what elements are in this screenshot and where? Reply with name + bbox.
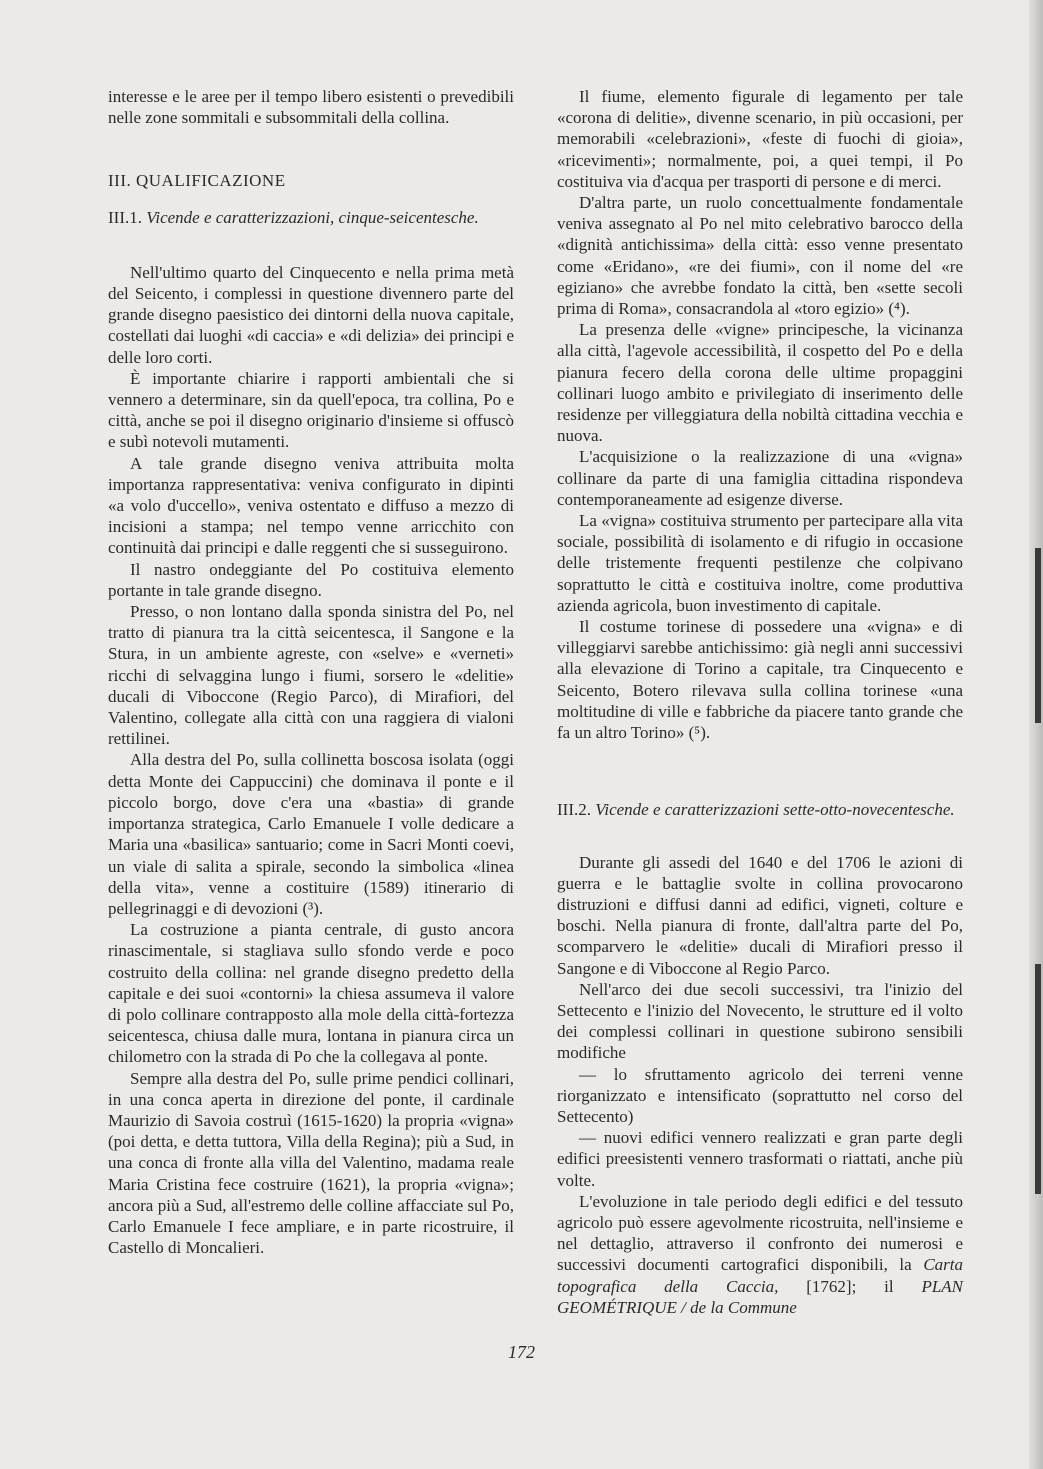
paragraph: Presso, o non lontano dalla sponda sinistra del Po, nel tratto di pianura tra la città seicentesca, il Sangone e la Stura, in un ambiente agreste, con «selve» e «verneti» ricchi di selvaggina lungo i fiumi, sorsero le «delitie» ducali di Viboccone (Regio Parco), di Mirafiori, del Valentino, collegate alla città con una raggiera di vialoni rettilinei.	[108, 602, 514, 749]
paragraph: Il costume torinese di possedere una «vigna» e di villeggiarvi sarebbe antichissimo: già negli anni successivi alla elevazione di Torino a capitale, tra Cinquecento e Seicento, Botero rilevava sulla collina torinese «una moltitudine di ville e fabbriche da piacere tanto grande che fa un altro Torino» (⁵).	[557, 617, 963, 743]
paragraph: Il fiume, elemento figurale di legamento per tale «corona di delitie», divenne scenario, in più occasioni, per memorabili «celebrazioni», «feste di fuochi di gioia», «ricevimenti»; normalmente, poi, a quei tempi, il Po costituiva via d'acqua per trasporti di persone e di merci.	[557, 87, 963, 191]
text-run: L'evoluzione in tale periodo degli edifici e del tessuto agricolo può essere agevolmente ricostruita, nell'insieme e nel dettaglio, attraverso il confronto dei numerosi e successivi documenti cartografici disponibili, la	[557, 1191, 963, 1275]
paragraph: La «vigna» costituiva strumento per partecipare alla vita sociale, possibilità di isolamento e di rifugio in occasione delle tristemente frequenti pestilenze che colpivano soprattutto le città e costituiva inoltre, come produttiva azienda agricola, buon investimento di capitale.	[557, 511, 963, 615]
paragraph: A tale grande disegno veniva attribuita molta importanza rappresentativa: veniva configurato in dipinti «a volo d'uccello», veniva ostentato e diffuso a mezzo di incisioni a stampa; nel tempo venne arricchito con continuità dai principi e dalle reggenti che si susseguirono.	[108, 453, 514, 558]
paragraph: Nell'ultimo quarto del Cinquecento e nella prima metà del Seicento, i complessi in questione divennero parte del grande disegno paesistico dei dintorni della nuova capitale, costellati dai luoghi «di caccia» e «di delizia» dei principi e delle loro corti.	[108, 262, 514, 367]
page-number: 172	[508, 1342, 535, 1362]
paragraph: Alla destra del Po, sulla collinetta boscosa isolata (oggi detta Monte dei Cappuccini) che dominava il ponte e il piccolo borgo, dove c'era una «bastia» di grande importanza strategica, Carlo Emanuele I volle dedicare a Maria una «basilica» santuario; come in Sacri Monti coevi, un viale di salita a spirale, secondo la simbolica «linea della vita», venne a costituire (1589) itinerario di pellegrinaggi e di devozioni (³).	[108, 750, 514, 918]
right-column	[557, 86, 963, 1318]
paragraph: La costruzione a pianta centrale, di gusto ancora rinascimentale, si stagliava sullo sfondo verde e poco costruito della collina: nel grande disegno predetto della capitale e dei suoi «contorni» la chiesa assumeva il valore di polo collinare contrapposto alla mole della città-fortezza seicentesca, chiusa dalle mura, lontana in pianura circa un chilometro con la strada di Po che la collegava al ponte.	[108, 920, 514, 1067]
page-edge-mark	[1035, 548, 1041, 723]
paragraph: È importante chiarire i rapporti ambientali che si vennero a determinare, sin da quell'epoca, tra collina, Po e città, anche se poi il disegno originario d'insieme si offuscò e subì notevoli mutamenti.	[108, 368, 514, 452]
page-edge-shadow	[1029, 0, 1043, 1469]
map-title-italic: PLAN GEOMÉTRIQUE / de la Commune	[557, 1276, 963, 1317]
paragraph: interesse e le aree per il tempo libero esistenti o prevedibili nelle zone sommitali e subsommitali della collina.	[108, 87, 514, 128]
page-edge-mark	[1035, 964, 1041, 1194]
left-column	[108, 86, 514, 1258]
paragraph: Il nastro ondeggiante del Po costituiva elemento portante in tale grande disegno.	[108, 559, 514, 600]
subsection-number: III.2.	[557, 800, 591, 820]
subsection-text: Vicende e caratterizzazioni, cinque-seicentesche.	[146, 207, 479, 227]
list-item: — nuovi edifici vennero realizzati e gran parte degli edifici preesistenti vennero trasformati o riattati, anche più volte.	[557, 1128, 963, 1190]
subsection-number: III.1.	[108, 207, 142, 227]
subsection-text: Vicende e caratterizzazioni sette-otto-novecentesche.	[595, 800, 955, 820]
subsection-title	[557, 799, 963, 820]
section-title: III. QUALIFICAZIONE	[108, 171, 286, 191]
map-title-italic: Carta topografica della Caccia,	[557, 1255, 963, 1296]
paragraph	[557, 1191, 963, 1318]
paragraph: La presenza delle «vigne» principesche, la vicinanza alla città, l'agevole accessibilità, il cospetto del Po e della pianura fecero della corona delle ultime propaggini collinari luogo ambito e privilegiato di inserimento delle residenze per villeggiatura della nobiltà cittadina vecchia e nuova.	[557, 320, 963, 446]
subsection-title	[108, 207, 514, 228]
paragraph: L'acquisizione o la realizzazione di una «vigna» collinare da parte di una famiglia cittadina rispondeva contemporaneamente ad esigenze diverse.	[557, 447, 963, 509]
paragraph: Sempre alla destra del Po, sulle prime pendici collinari, in una conca aperta in direzione del ponte, il cardinale Maurizio di Savoia costruì (1615-1620) la propria «vigna» (poi detta, e detta tuttora, Villa della Regina); più a Sud, in una conca di fronte alla villa del Valentino, madama reale Maria Cristina fece costruire (1621), la propria «vigna»; ancora più a Sud, all'estremo delle colline affacciate sul Po, Carlo Emanuele I fece ampliare, e in parte ricostruire, il Castello di Moncalieri.	[108, 1068, 514, 1258]
paragraph: Durante gli assedi del 1640 e del 1706 le azioni di guerra e le battaglie svolte in collina provocarono distruzioni e diffusi danni ad edifici, vigneti, colture e boschi. Nella pianura di fronte, dall'altra parte del Po, scomparvero le «delitie» ducali di Mirafiori presso il Sangone e di Viboccone al Regio Parco.	[557, 852, 963, 978]
list-item: — lo sfruttamento agricolo dei terreni venne riorganizzato e intensificato (soprattutto nel corso del Settecento)	[557, 1064, 963, 1126]
text-run: [1762]; il	[778, 1276, 922, 1296]
paragraph: Nell'arco dei due secoli successivi, tra l'inizio del Settecento e l'inizio del Novecento, le strutture ed il volto dei complessi collinari in questione subirono sensibili modifiche	[557, 979, 963, 1063]
paragraph: D'altra parte, un ruolo concettualmente fondamentale veniva assegnato al Po nel mito celebrativo barocco della «dignità antichissima» della città: esso venne presentato come «Eridano», «re dei fiumi», con il nome del «re egiziano» che avrebbe fondato la città, ben «sette secoli prima di Roma», consacrandola al «toro egizio» (⁴).	[557, 193, 963, 319]
